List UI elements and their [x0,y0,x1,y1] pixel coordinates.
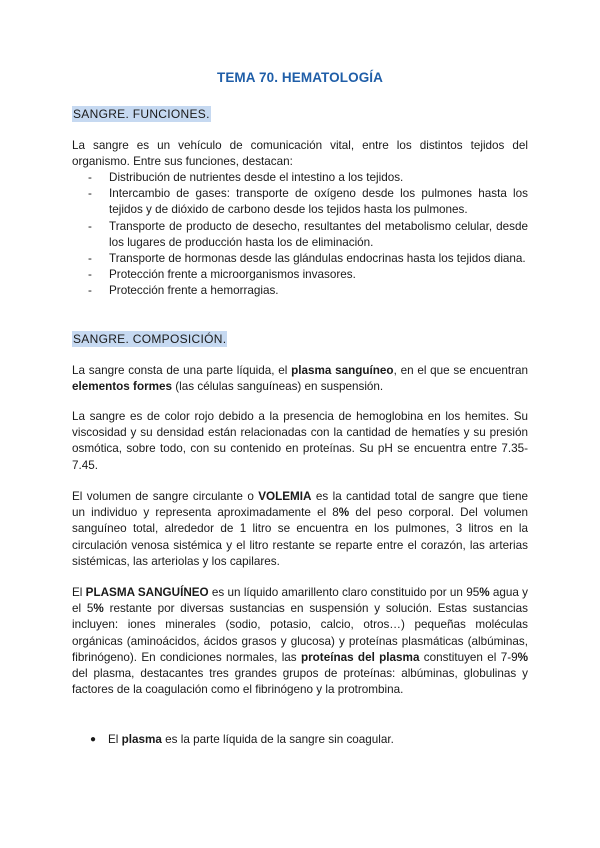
bold-term: PLASMA SANGUÍNEO [85,586,209,599]
composicion-paragraph-2: La sangre es de color rojo debido a la presencia de hemoglobina en los hemites. Su viscosidad y su densidad están relacionadas con la cantidad de hematíes y su presión osmótica, sobre todo, con su contenido en proteínas. Su pH se encuentra entre 7.35-7.45. [72,410,528,472]
funciones-intro: La sangre es un vehículo de comunicación vital, entre los distintos tejidos del organismo. Entre sus funciones, destacan: [72,139,528,169]
dash-marker: - [88,171,92,184]
list-item: - Intercambio de gases: transporte de oxígeno desde los pulmones hasta los tejidos y de dióxido de carbono desde los tejidos hasta los pulmones. [88,187,528,217]
list-item: - Protección frente a hemorragias. [88,283,528,299]
page-title: TEMA 70. HEMATOLOGÍA [216,70,383,85]
bold-term: VOLEMIA [258,490,312,503]
bold-term: plasma sanguíneo [291,364,394,377]
funciones-list [88,170,528,300]
bold-term: plasma [121,733,162,746]
list-item: ● El plasma es la parte líquida de la sangre sin coagular. [90,732,528,748]
dash-marker: - [88,268,92,282]
plasma-bullet-list [90,732,528,748]
section-heading-composicion: SANGRE. COMPOSICIÓN. [73,332,227,346]
dash-marker: - [88,284,92,298]
dash-marker: - [88,219,92,233]
bullet-marker: ● [90,734,97,745]
dash-marker: - [88,187,92,201]
composicion-paragraph-1: La sangre consta de una parte líquida, el plasma sanguíneo, en el que se encuentran elementos formes (las células sanguíneas) en suspensión. [72,364,528,394]
dash-marker: - [88,252,92,266]
list-item: - Transporte de hormonas desde las glándulas endocrinas hasta los tejidos diana. [88,251,528,267]
list-item: - Protección frente a microorganismos invasores. [88,267,528,283]
bold-term: proteínas del plasma [300,650,420,664]
composicion-paragraph-4: El PLASMA SANGUÍNEO es un líquido amarillento claro constituido por un 95% agua y el 5% restante por diversas sustancias en suspensión y solución. Estas sustancias incluyen: iones minerales (sodio, potasio, calcio, otros…) pequeñas moléculas orgánicas (aminoácidos, ácidos grasos y glucosa) y proteínas plasmáticas (albúminas, fibrinógeno). En condiciones normales, las proteínas del plasma constituyen el 7-9% del plasma, destacantes tres grandes grupos de proteínas: albúminas, globulinas y factores de la coagulación como el fibrinógeno y la protrombina. [72,586,529,697]
composicion-paragraph-3: El volumen de sangre circulante o VOLEMIA es la cantidad total de sangre que tiene un individuo y representa aproximadamente el 8% del peso corporal. Del volumen sanguíneo total, alrededor de 1 litro se encuentra en los pulmones, 3 litros en la circulación venosa sistémica y el litro restante se reparte entre el corazón, las arterias sistémicas, las arteriolas y los capilares. [72,490,528,568]
bold-term: elementos formes [72,380,173,394]
list-item: - Distribución de nutrientes desde el intestino a los tejidos. [88,170,528,186]
section-heading-funciones: SANGRE. FUNCIONES. [73,107,210,121]
list-item: - Transporte de producto de desecho, resultantes del metabolismo celular, desde los lugares de producción hasta los de eliminación. [88,219,528,249]
